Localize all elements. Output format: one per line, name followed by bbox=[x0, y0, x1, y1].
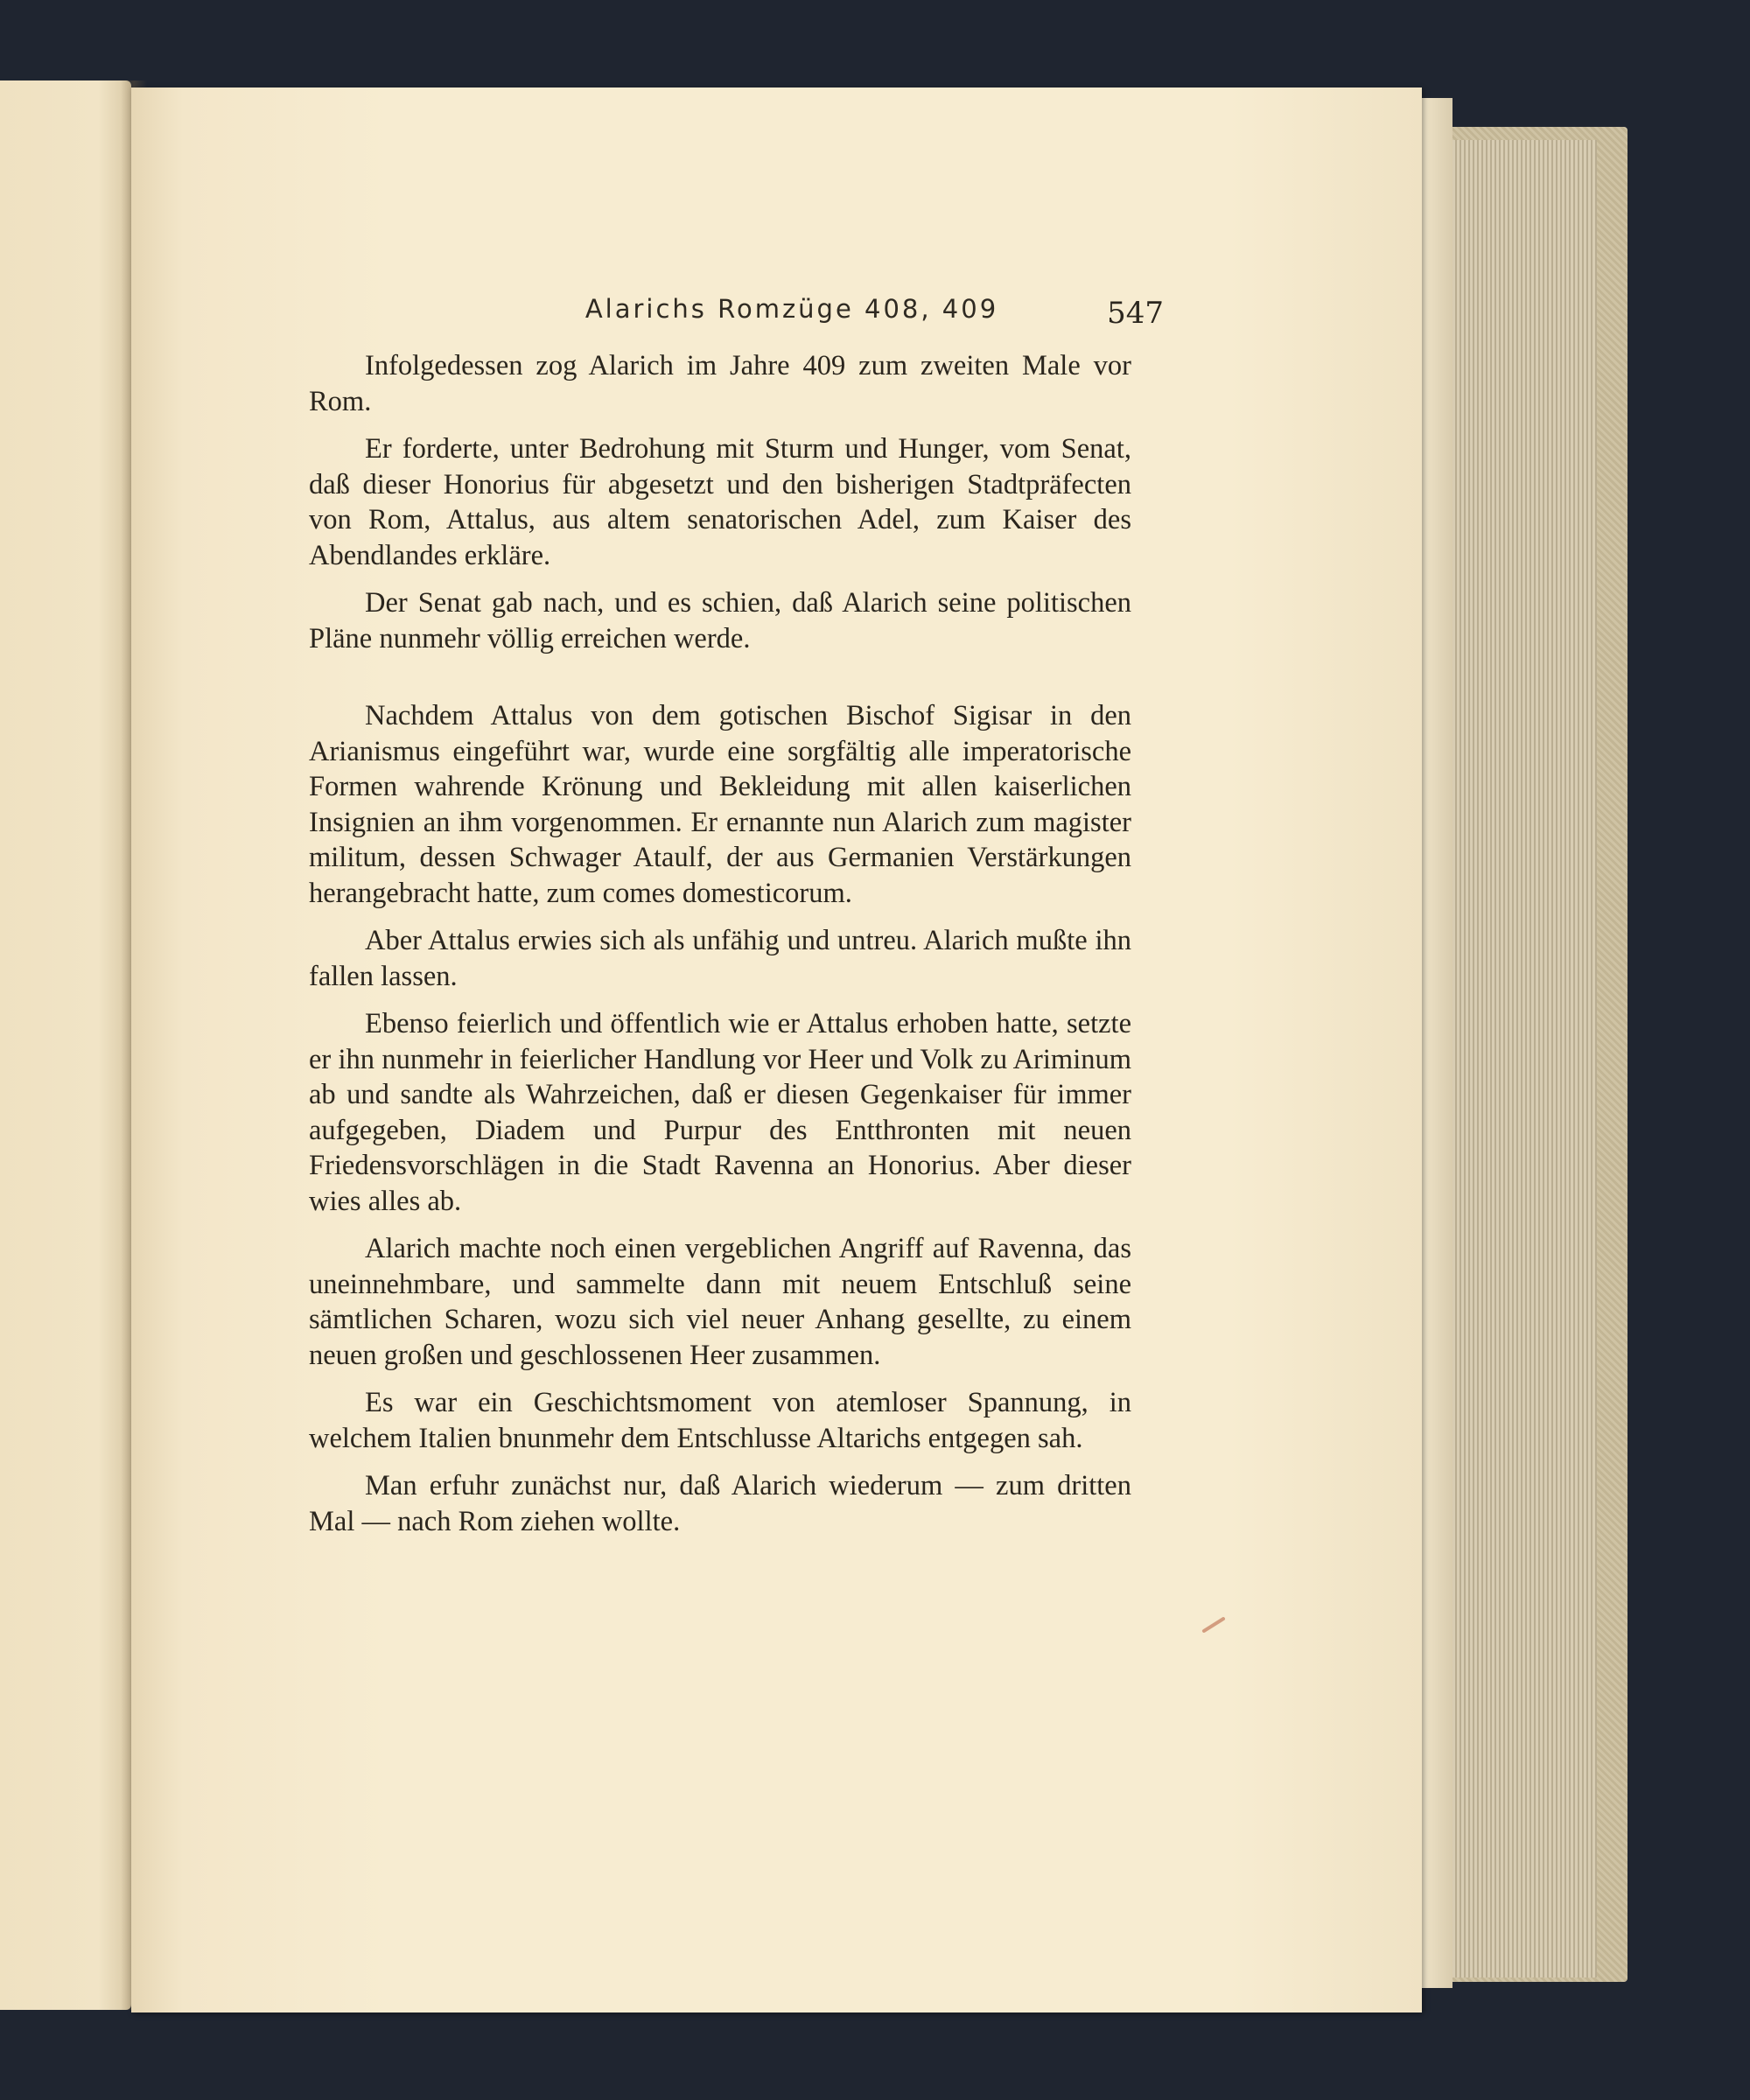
paragraph: Man erfuhr zunächst nur, daß Alarich wiederum — zum dritten Mal — nach Rom ziehen wollte. bbox=[309, 1470, 1131, 1537]
page-stack-edges bbox=[1448, 140, 1597, 1978]
left-page-edge bbox=[0, 80, 131, 2010]
paragraph: Infolgedessen zog Alarich im Jahre 409 zum zweiten Male vor Rom. bbox=[309, 350, 1131, 417]
paragraph: Er forderte, unter Bedrohung mit Sturm und Hunger, vom Senat, daß dieser Honorius für abgesetzt und den bisherigen Stadtpräfecten von Rom, Attalus, aus altem senatorischen Adel, zum Kaiser des Abendlandes erkläre. bbox=[309, 433, 1131, 571]
paragraph: Aber Attalus erwies sich als unfähig und untreu. Alarich mußte ihn fallen lassen. bbox=[309, 925, 1131, 992]
running-title: Alarichs Romzüge 408, 409 bbox=[584, 294, 999, 324]
page-number: 547 bbox=[1107, 296, 1164, 331]
body-text bbox=[309, 348, 1131, 1539]
paragraph: Der Senat gab nach, und es schien, daß Alarich seine politischen Pläne nunmehr völlig erreichen werde. bbox=[309, 587, 1131, 654]
paragraph: Es war ein Geschichtsmoment von atemloser Spannung, in welchem Italien bnunmehr dem Entschlusse Altarichs entgegen sah. bbox=[309, 1387, 1131, 1454]
paragraph: Alarich machte noch einen vergeblichen Angriff auf Ravenna, das uneinnehmbare, und sammelte dann mit neuem Entschluß seine sämtlichen Scharen, wozu sich viel neuer Anhang gesellte, zu einem neuen großen und geschlossenen Heer zusammen. bbox=[309, 1233, 1131, 1371]
running-head bbox=[131, 294, 1422, 338]
page bbox=[131, 88, 1422, 2012]
paragraph: Ebenso feierlich und öffentlich wie er Attalus erhoben hatte, setzte er ihn nunmehr in feierlicher Handlung vor Heer und Volk zu Ariminum ab und sandte als Wahrzeichen, daß er diesen Gegenkaiser für immer aufgegeben, Diadem und Purpur des Entthronten mit neuen Friedensvorschlägen in die Stadt Ravenna an Honorius. Aber dieser wies alles ab. bbox=[309, 1008, 1131, 1217]
page-edge bbox=[1419, 98, 1452, 1988]
paragraph: Nachdem Attalus von dem gotischen Bischof Sigisar in den Arianismus eingeführt war, wurde eine sorgfältig alle imperatorische Formen wahrende Krönung und Bekleidung mit allen kaiserlichen Insignien an ihm vorgenommen. Er ernannte nun Alarich zum magister militum, dessen Schwager Ataulf, der aus Germanien Verstärkungen herangebracht hatte, zum comes domesticorum. bbox=[309, 700, 1131, 909]
